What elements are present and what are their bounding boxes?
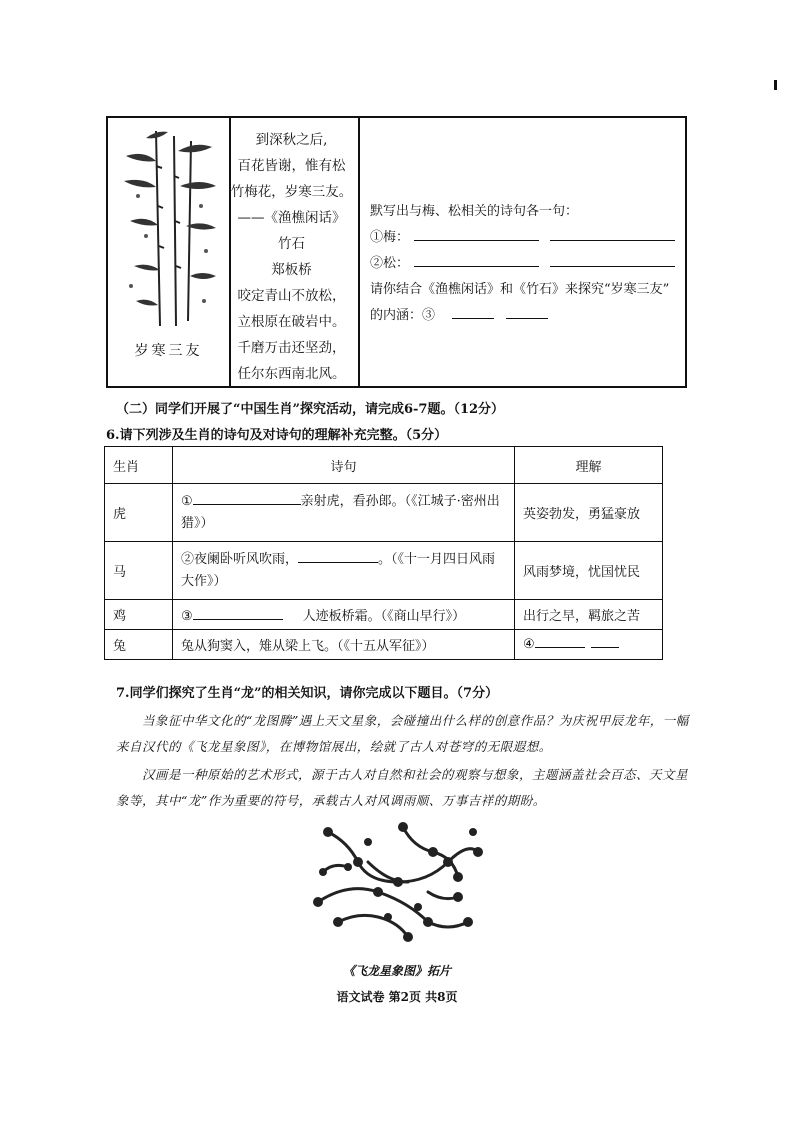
dragon-star-rubbing xyxy=(308,812,488,950)
top-table xyxy=(106,116,687,388)
animal-cell: 虎 xyxy=(105,484,173,542)
table-row xyxy=(105,542,663,600)
task-3-line-2: 的内涵：③ xyxy=(370,308,436,323)
poem-line: 郑板桥 xyxy=(271,262,312,278)
answer-blank[interactable] xyxy=(193,504,301,505)
question-7-title: 7.同学们探究了生肖“龙”的相关知识，请你完成以下题目。（7分） xyxy=(116,686,499,701)
poem-line: 任尔东西南北风。 xyxy=(237,366,346,382)
question-6-title: 6.请下列涉及生肖的诗句及对诗句的理解补充完整。（5分） xyxy=(106,428,448,443)
answer-blank[interactable] xyxy=(414,240,539,241)
answer-blank[interactable] xyxy=(298,562,378,563)
bamboo-painting xyxy=(116,126,222,331)
paragraph: 当象征中华文化的“龙图腾”遇上天文星象，会碰撞出什么样的创意作品？为庆祝甲辰龙年，一幅来自汉代的《飞龙星象图》，在博物馆展出，绘就了古人对苍穹的无限遐想。 xyxy=(116,713,689,754)
answer-blank[interactable] xyxy=(591,647,619,648)
scan-mark xyxy=(774,80,777,90)
poem-line: 咬定青山不放松， xyxy=(237,288,346,304)
animal-cell: 鸡 xyxy=(105,600,173,630)
animal-cell: 马 xyxy=(105,542,173,600)
answer-blank[interactable] xyxy=(506,318,548,319)
zodiac-table xyxy=(104,446,663,660)
table-row xyxy=(105,484,663,542)
header-verse: 诗句 xyxy=(173,447,515,484)
answer-blank[interactable] xyxy=(550,266,675,267)
verse-part: ②夜阑卧听风吹雨， xyxy=(181,551,299,567)
understanding-part: ④ xyxy=(523,637,535,652)
poem-line: 竹梅花，岁寒三友。 xyxy=(230,184,353,200)
table-row xyxy=(105,600,663,630)
poem-line: 千磨万击还坚劲， xyxy=(237,340,346,356)
task-1-label: ①梅： xyxy=(370,230,410,245)
task-intro: 默写出与梅、松相关的诗句各一句： xyxy=(370,204,579,219)
image-caption: 岁寒三友 xyxy=(134,343,203,359)
rubbing-caption: 《飞龙星象图》拓片 xyxy=(342,964,451,978)
answer-blank[interactable] xyxy=(193,619,283,620)
verse-cell: 兔从狗窦入，雉从梁上飞。（《十五从军征》） xyxy=(173,630,515,660)
answer-blank[interactable] xyxy=(452,318,494,319)
understanding-cell: 出行之早，羁旅之苦 xyxy=(515,600,663,630)
understanding-cell xyxy=(515,630,663,660)
verse-part: 亲射虎，看孙郎。（《江城子·密州出猎》） xyxy=(181,493,500,531)
poem-line: ——《渔樵闲话》 xyxy=(237,210,346,226)
verse-part: 。（《十一月四日风雨大作》） xyxy=(181,551,496,589)
section-heading: （二）同学们开展了“中国生肖”探究活动，请完成6-7题。（12分） xyxy=(116,402,505,417)
poem-line: 竹石 xyxy=(278,236,305,252)
header-understanding: 理解 xyxy=(515,447,663,484)
answer-blank[interactable] xyxy=(535,647,585,648)
paragraph: 汉画是一种原始的艺术形式，源于古人对自然和社会的观察与想象，主题涵盖社会百态、天文星象等，其中“龙”作为重要的符号，承载古人对风调雨顺、万事吉祥的期盼。 xyxy=(116,767,689,808)
answer-blank[interactable] xyxy=(414,266,539,267)
page-footer: 语文试卷 第2页 共8页 xyxy=(336,990,458,1004)
poem-column xyxy=(229,118,358,386)
task-column xyxy=(370,118,680,386)
answer-blank[interactable] xyxy=(550,240,675,241)
header-animal: 生肖 xyxy=(105,447,173,484)
poem-line: 到深秋之后, xyxy=(255,132,328,148)
table-row xyxy=(105,630,663,660)
poem-line: 立根原在破岩中。 xyxy=(237,314,346,330)
understanding-cell: 英姿勃发，勇猛豪放 xyxy=(515,484,663,542)
understanding-cell: 风雨梦境，忧国忧民 xyxy=(515,542,663,600)
verse-part: ③ xyxy=(181,609,193,624)
verse-cell xyxy=(173,600,515,630)
poem-line: 百花皆谢，惟有松 xyxy=(237,158,346,174)
verse-cell xyxy=(173,542,515,600)
animal-cell: 兔 xyxy=(105,630,173,660)
verse-cell xyxy=(173,484,515,542)
task-2-label: ②松： xyxy=(370,256,410,271)
verse-part: 人迹板桥霜。（《商山早行》） xyxy=(302,609,466,624)
verse-part: ① xyxy=(181,493,193,509)
task-3-line-1: 请你结合《渔樵闲话》和《竹石》来探究“岁寒三友” xyxy=(370,282,670,297)
